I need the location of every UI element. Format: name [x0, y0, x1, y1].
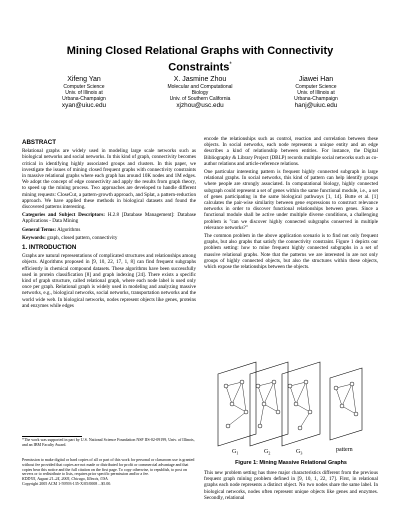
categories-text: H.2.8 [Database Management]: Database Applications - Data Mining: [22, 212, 196, 225]
abstract-text: Relational graphs are widely used in modeling large scale networks such as biological networks and social networks. In this kind of graph, connectivity becomes critical in identifying highly associated groups and clusters. In this paper, we investigate the issues of mining closed frequent graphs with connectivity constraints in massive relational graphs where each graph has around 10K nodes and 1M edges. We adopt the concept of edge connectivity and apply the results from graph theory, to speed up the mining process. Two approaches are developed to handle different mining requests: CloseCut, a pattern-growth approach, and Splat, a pattern-reduction approach. We have applied these methods in biological datasets and found the discovered patterns interesting.: [22, 148, 196, 211]
right-column: [204, 136, 378, 272]
right-paragraph-4: This new problem setting has three major characteristics different from the previous frequent graph mining problem defined in [9, 10, 1, 22, 17]. First, in relational graphs each node represents a distinct object. No two nodes share the same label. In biological networks, nodes often represent unique objects like genes and enzymes. Secondly, relational: [204, 470, 378, 501]
author-affiliation: Molecular and Computational: [167, 84, 233, 90]
author-name: X. Jasmine Zhou: [173, 76, 227, 83]
author-affiliation: Urbana-Champaign: [294, 96, 338, 102]
keywords-line: [22, 235, 196, 241]
author-email: hanj@uiuc.edu: [294, 102, 338, 109]
terms-text: Algorithms: [57, 226, 81, 233]
permission-text: Permission to make digital or hard copies of all or part of this work for personal or classroom use is granted without fee provided that copies are not made or distributed for profit or commercial advantage and that copies bear this notice and the full citation on the first page. To copy otherwise, to republish, to post on servers or to redistribute to lists, requires prior specific permission and/or a fee.: [22, 457, 195, 477]
author-block: [26, 76, 374, 110]
title-footnote-mark: *: [229, 62, 232, 68]
paper-title: [0, 44, 400, 75]
figure-label-g3: $G_3$: [296, 449, 303, 456]
right-column-continued: [204, 470, 378, 503]
terms-label: General Terms:: [22, 226, 57, 233]
footnote-star: *The work was supported in part by U.S. National Science Foundation NSF IIS-02-09199, Univ. of Illinois, and an IBM Faculty Award.: [22, 437, 195, 447]
author-affiliation: Univ. of Illinois at: [65, 90, 103, 96]
intro-text: Graphs are natural representations of complicated structures and relationships among objects. Algorithms proposed in [9, 10, 22, 17, 1, 8] can find frequent subgraphs efficiently in chemical compound datasets. These algorithms have been successfully used in protein classification [8] and graph indexing [24]. There exists a specific kind of graph structure, called relational graph, where each node label is used only once per graph. Relational graph is widely used in modeling and analyzing massive networks, e.g., biological networks, social networks, transportation networks and the world wide web. In biological networks, nodes represent objects like genes, proteins and enzymes while edges: [22, 253, 196, 309]
author-3: [258, 76, 374, 110]
figure-caption: Figure 1: Mining Massive Relational Graphs: [235, 460, 347, 466]
author-name: Xifeng Yan: [67, 76, 101, 83]
author-affiliation: Computer Science: [295, 84, 337, 90]
figure-label-g1: $G_1$: [232, 449, 239, 456]
figure-1: [212, 356, 372, 456]
keywords-text: graph, closed pattern, connectivity: [47, 234, 118, 241]
author-affiliation: Computer Science: [63, 84, 105, 90]
abstract-heading: ABSTRACT: [22, 139, 57, 146]
terms-line: [22, 227, 196, 233]
figure-label-g2: $G_2$: [264, 449, 271, 456]
title-line-2: [0, 58, 400, 75]
title-line-2-text: Constraints: [168, 61, 230, 74]
author-2: [142, 76, 258, 110]
author-affiliation: Biology: [191, 90, 209, 96]
figure-label-pattern: pattern: [336, 447, 353, 453]
title-line-1: Mining Closed Relational Graphs with Connectivity: [66, 45, 334, 57]
categories-label: Categories and Subject Descriptors:: [22, 212, 105, 219]
intro-heading: 1. INTRODUCTION: [22, 244, 77, 252]
author-affiliation: Urbana-Champaign: [62, 96, 106, 102]
author-affiliation: Univ. of Illinois at: [297, 90, 335, 96]
author-email: xjzhou@usc.edu: [176, 102, 224, 109]
right-paragraph-3: The common problem in the above application scenario is to find not only frequent graphs, but also graphs that satisfy the connectivity constraint. Figure 1 depicts our problem setting: how to mine frequent highly connected subgraphs in a set of massive relational graphs. Note that the patterns we are interested in are not only groups of highly connected objects, but also the structures within these objects, which expose the relationships between the objects.: [204, 233, 378, 271]
author-1: [26, 76, 142, 110]
kdd-line: KDD'05, August 21–24, 2005, Chicago, Illinois, USA.: [22, 476, 109, 482]
left-column: [22, 136, 196, 311]
author-email: xyan@uiuc.edu: [61, 102, 107, 109]
categories-line: [22, 212, 196, 224]
keywords-label: Keywords:: [22, 234, 46, 241]
permission-notice: [22, 458, 196, 487]
author-name: Jiawei Han: [298, 76, 334, 83]
copyright-line: Copyright 2005 ACM 1-59593-135-X/05/0008 ...$5.00.: [22, 480, 112, 486]
right-paragraph-1: encode the relationships such as control, reaction and correlation between these objects. In social networks, each node represents a unique entity and an edge describes a kind of relationship between entities. For instance, the Digital Bibliography & Library Project (DBLP) records multiple social networks such as co-author relations and article-reference relations.: [204, 136, 378, 167]
right-paragraph-2: One particular interesting pattern is frequent highly connected subgraph in large relational graphs. In social networks, this kind of pattern can help identify groups where people are strongly associated. In computational biology, highly connected subgraph could represent a set of genes within the same functional module, i.e., a set of genes participating in the same biological pathways [1, 14]. Butte et al. [1] calculates the pair-wise similarity between gene expressions to construct relevance networks in order to discover functional relationships between genes. Since a functional module shall be active under multiple diverse conditions, a challenging problem is "can we discover highly connected subgraphs conserved in multiple relevance networks?": [204, 169, 378, 231]
author-affiliation: Univ. of Southern California: [169, 96, 231, 102]
